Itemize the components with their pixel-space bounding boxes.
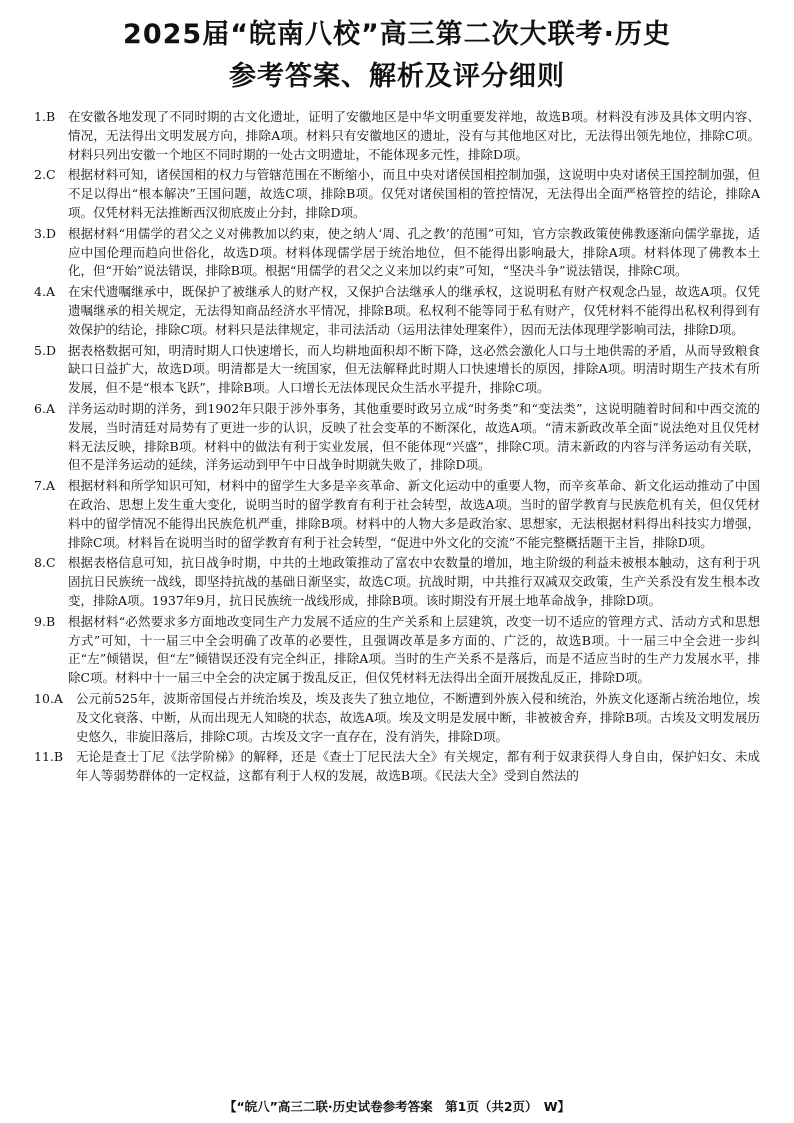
answer-choice: A <box>45 478 55 494</box>
question-number: 4. <box>34 284 46 300</box>
answer-item <box>34 477 760 552</box>
answer-explanation: 根据材料和所学知识可知，材料中的留学生大多是辛亥革命、新文化运动中的重要人物，而辛亥革命、新文化运动推动了中国在政治、思想上发生重大变化，说明当时的留学教育有利于社会转型，故选A项。当时的留学教育与民族危机有关，但仅凭材料中的留学情况不能得出民族危机严重，排除B项。材料中的人物大多是政治家、思想家，无法根据材料得出科技实力增强，排除C项。材料旨在说明当时的留学教育有利于社会转型，“促进中外文化的交流”不能完整概括题干主旨，排除D项。 <box>67 478 760 550</box>
question-number: 1. <box>34 109 46 124</box>
answer-explanation: 根据表格信息可知，抗日战争时期，中共的土地政策推动了富农中农数量的增加，地主阶级的利益未被根本触动，这有利于巩固抗日民族统一战线，即坚持抗战的基础日渐坚实，故选C项。抗战时期，中共推行双减双交政策，生产关系没有发生根本改变，排除A项。1937年9月，抗日民族统一战线形成，排除B项。该时期没有开展土地革命战争，排除D项。 <box>67 555 760 608</box>
answer-choice: B <box>53 749 64 765</box>
question-number: 11. <box>34 749 54 765</box>
answer-item <box>34 166 760 222</box>
question-number: 2. <box>34 167 46 183</box>
answer-item <box>34 554 760 610</box>
exam-title: 2025届“皖南八校”高三第二次大联考·历史 <box>123 19 671 50</box>
answer-choice: C <box>45 555 56 571</box>
answer-choice: A <box>45 284 55 300</box>
answer-explanation: 无论是查士丁尼《法学阶梯》的解释，还是《查士丁尼民法大全》有关规定，都有利于奴隶获得人身自由，保护妇女、未成年人等弱势群体的一定权益，这都有利于人权的发展，故选B项。《民法大全》受到自然法的 <box>75 749 760 784</box>
answer-item <box>34 225 760 281</box>
answer-item <box>34 283 760 339</box>
answer-item <box>34 400 760 475</box>
answer-choice: B <box>45 613 56 629</box>
question-number: 7. <box>34 478 46 494</box>
question-number: 6. <box>34 400 46 416</box>
answer-choice: D <box>45 225 56 241</box>
answer-item <box>34 613 760 688</box>
answer-key-subtitle: 参考答案、解析及评分细则 <box>229 61 565 92</box>
page-footer: 【“皖八”高三二联·历史试卷参考答案 第1页（共2页） W】 <box>223 1099 571 1114</box>
answer-explanation: 根据材料可知，诸侯国相的权力与管辖范围在不断缩小，而且中央对诸侯国相控制加强，这说明中央对诸侯王国控制加强，但不足以得出“根本解决”王国问题，故选C项，排除B项。仅凭对诸侯国相的管控情况，无法得出全面严格管控的结论，排除A项。仅凭材料无法推断西汉彻底废止分封，排除D项。 <box>67 167 760 220</box>
answer-explanation: 在安徽各地发现了不同时期的古文化遗址，证明了安徽地区是中华文明重要发祥地，故选B项。材料没有涉及具体文明内容、情况，无法得出文明发展方向，排除A项。材料只有安徽地区的遗址，没有与其他地区对比，无法得出领先地位，排除C项。材料只列出安徽一个地区不同时期的一处古文明遗址，不能体现多元性，排除D项。 <box>67 109 760 162</box>
answer-choice: B <box>45 109 56 124</box>
answer-choice: D <box>45 342 56 358</box>
question-number: 5. <box>34 342 46 358</box>
question-number: 9. <box>34 613 46 629</box>
answer-item <box>34 108 760 164</box>
answer-item <box>34 342 760 398</box>
answer-explanation: 根据材料“用儒学的君父之义对佛教加以约束，使之纳人‘周、孔之教’的范围”可知，官方宗教政策使佛教逐渐向儒学靠拢，适应中国伦理而趋向世俗化，故选D项。材料体现儒学居于统治地位，但不能得出影响最大，排除A项。材料体现了佛教本土化，但“开始”说法错误，排除B项。根据“用儒学的君父之义来加以约束”可知，“坚决斗争”说法错误，排除C项。 <box>67 225 760 279</box>
answer-explanation: 在宋代遗嘱继承中，既保护了被继承人的财产权，又保护合法继承人的继承权，这说明私有财产权观念凸显，故选A项。仅凭遗嘱继承的相关规定，无法得知商品经济水平情况，排除B项。私权利不能等同于私有财产，仅凭材料不能得出私权利得到有效保护的结论，排除C项。材料只是法律规定，非司法活动（运用法律处理案件），因而无法体现理学影响司法，排除D项。 <box>67 284 760 337</box>
answer-choice: A <box>53 690 63 706</box>
question-number: 3. <box>34 225 46 241</box>
answer-item <box>34 748 760 786</box>
question-number: 8. <box>34 555 46 571</box>
answer-choice: A <box>45 400 55 416</box>
answer-explanation: 公元前525年，波斯帝国侵占并统治埃及，埃及丧失了独立地位，不断遭到外族入侵和统治，外族文化逐渐占统治地位，埃及文化衰落、中断，从而出现无人知晓的状态，故选A项。埃及文明是发展中断，非被被舍弃，排除B项。古埃及文明发展历史悠久，非旋旧落后，排除C项。古埃及文字一直存在，没有消失，排除D项。 <box>75 690 760 744</box>
answer-explanation: 据表格数据可知，明清时期人口快速增长，而人均耕地面积却不断下降，这必然会激化人口与土地供需的矛盾，从而导致粮食缺口日益扩大，故选D项。明清都是大一统国家，但无法解释此时期人口快速增长的原因，排除A项。明清时期生产技术有所发展，但不是“根本飞跃”，排除B项。人口增长无法体现民众生活水平提升，排除C项。 <box>67 342 760 396</box>
answer-choice: C <box>45 167 56 183</box>
answer-list <box>34 108 760 786</box>
question-number: 10. <box>34 690 54 706</box>
answer-explanation: 根据材料“必然要求多方面地改变同生产力发展不适应的生产关系和上层建筑，改变一切不适应的管理方式、活动方式和思想方式”可知，十一届三中全会明确了改革的必要性，且强调改革是多方面的、广泛的，故选B项。十一届三中全会进一步纠正“左”倾错误，但“左”倾错误还没有完全纠正，排除A项。当时的生产关系不是落后，而是不适应当时的生产力发展水平，排除C项。材料中十一届三中全会的决定属于拨乱反正，但仅凭材料无法得出全面开展拨乱反正，排除D项。 <box>67 613 760 686</box>
answer-explanation: 洋务运动时期的洋务，到1902年只限于涉外事务，其他重要时政另立成“时务类”和“变法类”，这说明随着时间和中西交流的发展，当时清廷对局势有了更进一步的认识，反映了社会变革的不断深化，故选A项。“清末新政改革全面”说法绝对且仅凭材料无法反映，排除B项。材料中的做法有利于实业发展，但不能体现“兴盛”，排除C项。清末新政的内容与洋务运动有关联，但不是洋务运动的延续，洋务运动到甲午中日战争时期就失败了，排除D项。 <box>67 400 760 473</box>
answer-item <box>34 690 760 746</box>
